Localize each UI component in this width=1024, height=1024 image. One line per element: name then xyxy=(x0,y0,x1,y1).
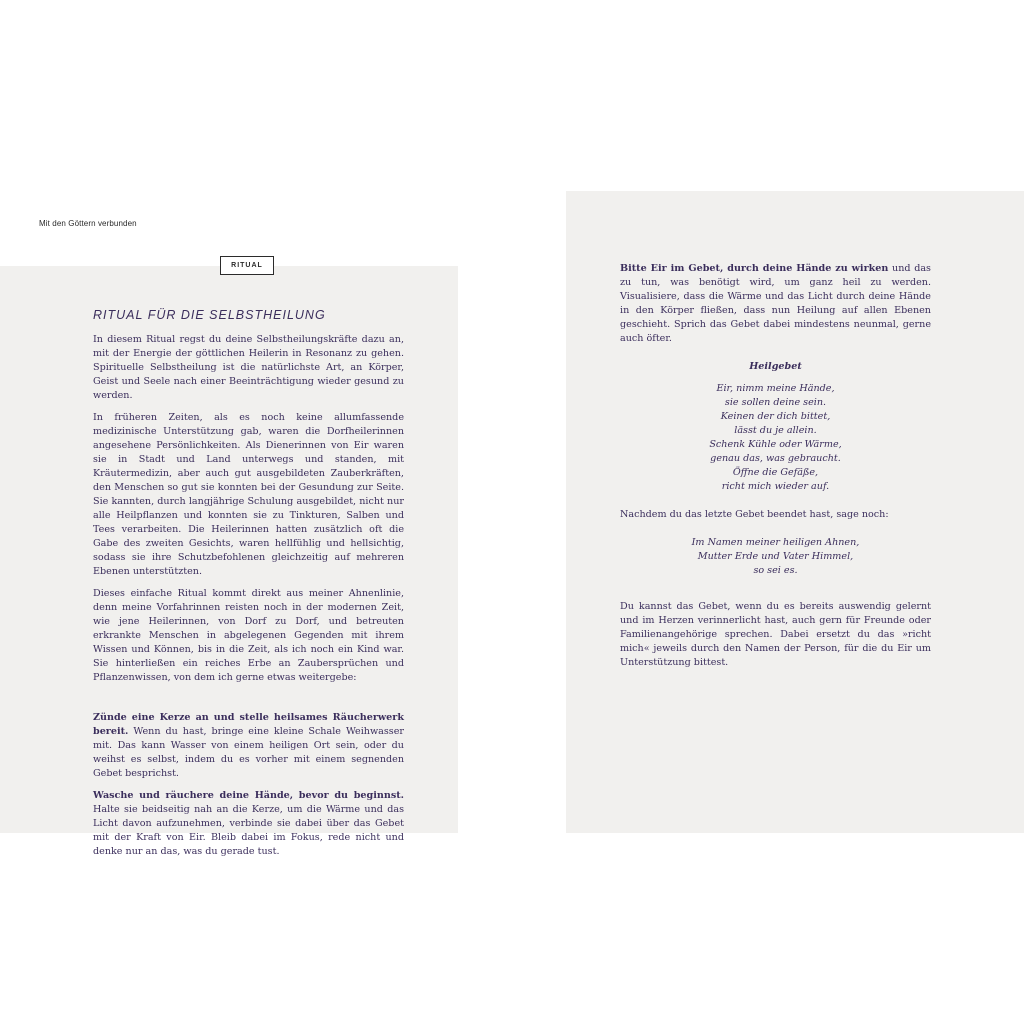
bold-lead: Bitte Eir im Gebet, durch deine Hände zu wirken xyxy=(620,263,889,274)
prayer-line: genau das, was gebraucht. xyxy=(710,453,841,464)
bold-lead: Zünde eine Kerze an und stelle heilsames Räucherwerk bereit. xyxy=(93,712,404,737)
paragraph-text: Halte sie beidseitig nah an die Kerze, um die Wärme und das Licht davon aufzunehmen, verbinde sie dabei über das Gebet mit der Kraft von Eir. Bleib dabei im Fokus, rede nicht und denke nur an das, was du gerade tust. xyxy=(93,804,404,857)
paragraph: Du kannst das Gebet, wenn du es bereits auswendig gelernt und im Herzen verinnerlicht hast, auch gern für Freunde oder Familienangehörige sprechen. Dabei ersetzt du das »richt mich« jeweils durch den Namen der Person, für die du Eir um Unterstützung bittest. xyxy=(620,601,931,668)
prayer xyxy=(620,360,931,494)
prayer-line: Eir, nimm meine Hände, xyxy=(716,383,835,394)
prayer-title: Heilgebet xyxy=(749,361,802,372)
closing-line: so sei es. xyxy=(753,565,798,576)
right-column xyxy=(620,262,931,678)
paragraph: Dieses einfache Ritual kommt direkt aus meiner Ahnenlinie, denn meine Vorfahrinnen reisten noch in der modernen Zeit, wie jene Heilerinnen, von Dorf zu Dorf, und betreuten erkrankte Menschen in abgelegenen Gegenden mit ihrem Wissen und Können, bis in die Zeit, als ich noch ein Kind war. Sie hinterließen ein reiches Erbe an Zaubersprüchen und Pflanzenwissen, von dem ich gerne etwas weitergebe: xyxy=(93,588,404,683)
closing-line: Im Namen meiner heiligen Ahnen, xyxy=(691,537,860,548)
paragraph-text: und das zu tun, was benötigt wird, um ganz heil zu werden. Visualisiere, dass die Wärme und das Licht durch deine Hände in den Körper fließen, dass nun Heilung auf allen Ebenen geschieht. Sprich das Gebet dabei mindestens neunmal, gerne auch öfter. xyxy=(620,263,931,344)
running-head-left: Mit den Göttern verbunden xyxy=(39,219,137,228)
closing-words xyxy=(620,536,931,578)
prayer-line: sie sollen deine sein. xyxy=(724,397,827,408)
paragraph xyxy=(620,262,931,346)
prayer-line: richt mich wieder auf. xyxy=(721,481,830,492)
bold-lead: Wasche und räuchere deine Hände, bevor du beginnst. xyxy=(93,790,404,801)
ritual-tag: RITUAL xyxy=(220,256,274,275)
prayer-line: Schenk Kühle oder Wärme, xyxy=(709,439,842,450)
paragraph-text: Wenn du hast, bringe eine kleine Schale Weihwasser mit. Das kann Wasser von einem heiligen Ort sein, oder du weihst es selbst, indem du es vorher mit einem segnenden Gebet besprichst. xyxy=(93,726,404,779)
closing-line: Mutter Erde und Vater Himmel, xyxy=(697,551,854,562)
prayer-line: Keinen der dich bittet, xyxy=(720,411,831,422)
left-column xyxy=(93,333,404,867)
section-title: RITUAL FÜR DIE SELBSTHEILUNG xyxy=(93,308,326,322)
paragraph xyxy=(93,789,404,859)
paragraph: In früheren Zeiten, als es noch keine allumfassende medizinische Unterstützung gab, waren die Dorfheilerinnen angesehene Persönlichkeiten. Als Dienerinnen von Eir waren sie in Stadt und Land unterwegs und standen, mit Kräutermedizin, aber auch gut ausgebildeten Zauberkräften, den Menschen so gut sie konnten bei der Gesundung zur Seite. Sie kannten, durch langjährige Schulung ausgebildet, nicht nur alle Heilpflanzen und konnten sie zu Tinkturen, Salben und Tees verarbeiten. Die Heilerinnen hatten zusätzlich oft die Gabe des zweiten Gesichts, waren hellfühlig und hellsichtig, sodass sie ihre Schutzbefohlenen gleichzeitig auf mehreren Ebenen unterstützten. xyxy=(93,412,404,577)
prayer-line: lässt du je allein. xyxy=(734,425,817,436)
paragraph xyxy=(93,711,404,781)
paragraph: In diesem Ritual regst du deine Selbstheilungskräfte dazu an, mit der Energie der göttlichen Heilerin in Resonanz zu gehen. Spirituelle Selbstheilung ist die natürlichste Art, an Körper, Geist und Seele nach einer Beeinträchtigung wieder gesund zu werden. xyxy=(93,334,404,401)
paragraph: Nachdem du das letzte Gebet beendet hast, sage noch: xyxy=(620,509,889,520)
prayer-line: Öffne die Gefäße, xyxy=(732,467,819,478)
